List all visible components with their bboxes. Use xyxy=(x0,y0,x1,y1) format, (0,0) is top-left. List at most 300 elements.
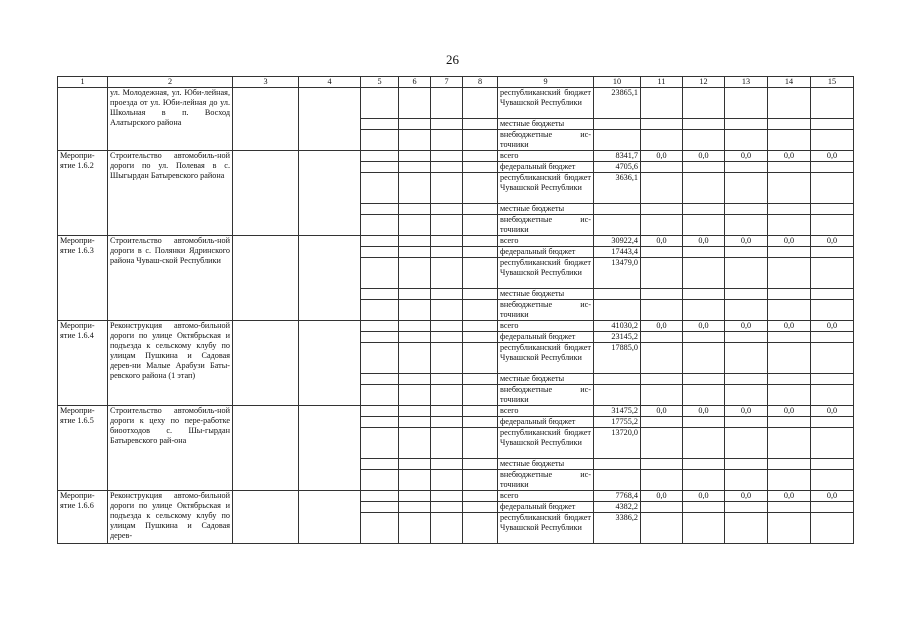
column-6-cell xyxy=(399,119,431,130)
value-cell-11 xyxy=(641,88,683,119)
value-cell-14 xyxy=(768,332,811,343)
column-7-cell xyxy=(431,428,463,459)
value-cell-10: 13720,0 xyxy=(594,428,641,459)
column-8-cell xyxy=(463,215,498,236)
value-cell-15 xyxy=(811,417,854,428)
funding-source: федеральный бюджет xyxy=(498,247,594,258)
value-cell-14 xyxy=(768,119,811,130)
value-cell-12 xyxy=(683,470,725,491)
funding-source: внебюджетные ис-точники xyxy=(498,470,594,491)
value-cell-11 xyxy=(641,513,683,544)
value-cell-14 xyxy=(768,417,811,428)
column-5-cell xyxy=(361,236,399,247)
column-7-cell xyxy=(431,513,463,544)
column-6-cell xyxy=(399,417,431,428)
value-cell-10 xyxy=(594,119,641,130)
value-cell-15 xyxy=(811,428,854,459)
column-8-cell xyxy=(463,130,498,151)
column-7-cell xyxy=(431,470,463,491)
event-code xyxy=(58,88,108,151)
column-6-cell xyxy=(399,374,431,385)
value-cell-10 xyxy=(594,130,641,151)
column-7-cell xyxy=(431,258,463,289)
column-5-cell xyxy=(361,343,399,374)
value-cell-14 xyxy=(768,502,811,513)
column-8-cell xyxy=(463,204,498,215)
column-7-cell xyxy=(431,215,463,236)
column-number: 2 xyxy=(108,77,233,88)
value-cell-12: 0,0 xyxy=(683,321,725,332)
value-cell-15 xyxy=(811,119,854,130)
value-cell-10: 17443,4 xyxy=(594,247,641,258)
value-cell-11: 0,0 xyxy=(641,321,683,332)
column-6-cell xyxy=(399,470,431,491)
value-cell-13 xyxy=(725,470,768,491)
value-cell-12 xyxy=(683,332,725,343)
column-5-cell xyxy=(361,119,399,130)
column-5-cell xyxy=(361,151,399,162)
value-cell-10: 17755,2 xyxy=(594,417,641,428)
value-cell-13: 0,0 xyxy=(725,236,768,247)
column-3-cell xyxy=(233,491,299,544)
column-number: 4 xyxy=(299,77,361,88)
column-4-cell xyxy=(299,491,361,544)
event-name: Строительство автомобиль-ной дороги в с. Полянки Ядринского района Чуваш-ской Республики xyxy=(108,236,233,321)
column-4-cell xyxy=(299,406,361,491)
column-5-cell xyxy=(361,406,399,417)
column-number: 14 xyxy=(768,77,811,88)
funding-source: федеральный бюджет xyxy=(498,502,594,513)
column-8-cell xyxy=(463,289,498,300)
value-cell-12 xyxy=(683,300,725,321)
column-8-cell xyxy=(463,321,498,332)
column-6-cell xyxy=(399,385,431,406)
value-cell-12 xyxy=(683,385,725,406)
value-cell-10: 13479,0 xyxy=(594,258,641,289)
column-7-cell xyxy=(431,162,463,173)
value-cell-12 xyxy=(683,502,725,513)
column-number: 5 xyxy=(361,77,399,88)
column-4-cell xyxy=(299,236,361,321)
value-cell-15 xyxy=(811,162,854,173)
value-cell-12: 0,0 xyxy=(683,236,725,247)
value-cell-10 xyxy=(594,289,641,300)
value-cell-15 xyxy=(811,258,854,289)
value-cell-15 xyxy=(811,343,854,374)
value-cell-13 xyxy=(725,88,768,119)
funding-row xyxy=(58,88,854,119)
funding-source: республиканский бюджет Чувашской Республики xyxy=(498,88,594,119)
value-cell-12: 0,0 xyxy=(683,151,725,162)
value-cell-15 xyxy=(811,173,854,204)
column-6-cell xyxy=(399,162,431,173)
column-number: 12 xyxy=(683,77,725,88)
column-6-cell xyxy=(399,491,431,502)
event-code: Меропри-ятие 1.6.6 xyxy=(58,491,108,544)
value-cell-13 xyxy=(725,215,768,236)
value-cell-12: 0,0 xyxy=(683,406,725,417)
value-cell-15: 0,0 xyxy=(811,491,854,502)
funding-row xyxy=(58,491,854,502)
value-cell-13 xyxy=(725,173,768,204)
column-6-cell xyxy=(399,130,431,151)
value-cell-11 xyxy=(641,173,683,204)
value-cell-14 xyxy=(768,513,811,544)
value-cell-10: 23145,2 xyxy=(594,332,641,343)
column-7-cell xyxy=(431,374,463,385)
value-cell-12 xyxy=(683,88,725,119)
column-5-cell xyxy=(361,88,399,119)
funding-row xyxy=(58,406,854,417)
column-4-cell xyxy=(299,88,361,151)
value-cell-12 xyxy=(683,428,725,459)
value-cell-15 xyxy=(811,247,854,258)
column-8-cell xyxy=(463,173,498,204)
column-5-cell xyxy=(361,459,399,470)
column-number: 3 xyxy=(233,77,299,88)
column-6-cell xyxy=(399,428,431,459)
value-cell-11 xyxy=(641,300,683,321)
column-number: 1 xyxy=(58,77,108,88)
column-3-cell xyxy=(233,321,299,406)
column-6-cell xyxy=(399,406,431,417)
value-cell-11 xyxy=(641,459,683,470)
column-7-cell xyxy=(431,204,463,215)
column-7-cell xyxy=(431,300,463,321)
value-cell-15 xyxy=(811,88,854,119)
value-cell-15 xyxy=(811,130,854,151)
value-cell-14: 0,0 xyxy=(768,236,811,247)
value-cell-15: 0,0 xyxy=(811,406,854,417)
value-cell-11 xyxy=(641,470,683,491)
value-cell-15 xyxy=(811,502,854,513)
column-3-cell xyxy=(233,88,299,151)
value-cell-15 xyxy=(811,332,854,343)
column-5-cell xyxy=(361,173,399,204)
column-5-cell xyxy=(361,385,399,406)
value-cell-14: 0,0 xyxy=(768,406,811,417)
value-cell-10: 3386,2 xyxy=(594,513,641,544)
value-cell-13 xyxy=(725,502,768,513)
value-cell-11 xyxy=(641,343,683,374)
value-cell-15 xyxy=(811,513,854,544)
column-7-cell xyxy=(431,343,463,374)
funding-source: республиканский бюджет Чувашской Республики xyxy=(498,258,594,289)
funding-source: местные бюджеты xyxy=(498,459,594,470)
column-5-cell xyxy=(361,502,399,513)
column-5-cell xyxy=(361,258,399,289)
value-cell-12 xyxy=(683,343,725,374)
value-cell-15 xyxy=(811,385,854,406)
value-cell-14: 0,0 xyxy=(768,321,811,332)
value-cell-13 xyxy=(725,332,768,343)
funding-row xyxy=(58,321,854,332)
column-6-cell xyxy=(399,289,431,300)
column-7-cell xyxy=(431,332,463,343)
value-cell-12 xyxy=(683,119,725,130)
page-number: 26 xyxy=(446,52,459,67)
value-cell-13 xyxy=(725,130,768,151)
column-8-cell xyxy=(463,406,498,417)
value-cell-11 xyxy=(641,417,683,428)
value-cell-12 xyxy=(683,204,725,215)
value-cell-14 xyxy=(768,374,811,385)
value-cell-14 xyxy=(768,300,811,321)
column-8-cell xyxy=(463,417,498,428)
value-cell-14 xyxy=(768,162,811,173)
column-8-cell xyxy=(463,459,498,470)
column-5-cell xyxy=(361,204,399,215)
funding-source: федеральный бюджет xyxy=(498,332,594,343)
column-5-cell xyxy=(361,491,399,502)
value-cell-13 xyxy=(725,300,768,321)
funding-source: всего xyxy=(498,321,594,332)
value-cell-11 xyxy=(641,119,683,130)
column-number: 11 xyxy=(641,77,683,88)
value-cell-13 xyxy=(725,459,768,470)
event-code: Меропри-ятие 1.6.3 xyxy=(58,236,108,321)
column-8-cell xyxy=(463,88,498,119)
column-8-cell xyxy=(463,151,498,162)
value-cell-11 xyxy=(641,258,683,289)
value-cell-14 xyxy=(768,289,811,300)
column-5-cell xyxy=(361,130,399,151)
column-6-cell xyxy=(399,513,431,544)
funding-source: местные бюджеты xyxy=(498,289,594,300)
value-cell-15 xyxy=(811,204,854,215)
value-cell-12 xyxy=(683,374,725,385)
column-7-cell xyxy=(431,130,463,151)
column-4-cell xyxy=(299,321,361,406)
column-7-cell xyxy=(431,502,463,513)
value-cell-12 xyxy=(683,162,725,173)
column-6-cell xyxy=(399,247,431,258)
value-cell-10 xyxy=(594,215,641,236)
funding-source: местные бюджеты xyxy=(498,204,594,215)
column-5-cell xyxy=(361,321,399,332)
funding-source: местные бюджеты xyxy=(498,374,594,385)
value-cell-10: 4705,6 xyxy=(594,162,641,173)
value-cell-10: 4382,2 xyxy=(594,502,641,513)
funding-source: федеральный бюджет xyxy=(498,417,594,428)
value-cell-12: 0,0 xyxy=(683,491,725,502)
value-cell-10 xyxy=(594,300,641,321)
value-cell-14 xyxy=(768,258,811,289)
value-cell-10: 3636,1 xyxy=(594,173,641,204)
value-cell-13 xyxy=(725,385,768,406)
column-6-cell xyxy=(399,258,431,289)
column-7-cell xyxy=(431,406,463,417)
event-code: Меропри-ятие 1.6.4 xyxy=(58,321,108,406)
column-5-cell xyxy=(361,470,399,491)
column-6-cell xyxy=(399,502,431,513)
value-cell-14 xyxy=(768,215,811,236)
value-cell-13 xyxy=(725,119,768,130)
funding-source: федеральный бюджет xyxy=(498,162,594,173)
funding-source: внебюджетные ис-точники xyxy=(498,385,594,406)
funding-source: внебюджетные ис-точники xyxy=(498,215,594,236)
column-number-row xyxy=(58,77,854,88)
column-6-cell xyxy=(399,459,431,470)
column-6-cell xyxy=(399,236,431,247)
column-4-cell xyxy=(299,151,361,236)
column-8-cell xyxy=(463,343,498,374)
value-cell-12 xyxy=(683,173,725,204)
column-3-cell xyxy=(233,236,299,321)
column-7-cell xyxy=(431,417,463,428)
value-cell-10 xyxy=(594,204,641,215)
event-code: Меропри-ятие 1.6.5 xyxy=(58,406,108,491)
value-cell-14 xyxy=(768,343,811,374)
value-cell-10: 41030,2 xyxy=(594,321,641,332)
value-cell-14 xyxy=(768,459,811,470)
event-name: Строительство автомобиль-ной дороги к цеху по пере-работке биоотходов с. Шы-гырдан Батыревского рай-она xyxy=(108,406,233,491)
value-cell-10: 17885,0 xyxy=(594,343,641,374)
value-cell-15 xyxy=(811,289,854,300)
column-number: 9 xyxy=(498,77,594,88)
funding-row xyxy=(58,236,854,247)
value-cell-11: 0,0 xyxy=(641,406,683,417)
value-cell-11 xyxy=(641,502,683,513)
column-6-cell xyxy=(399,173,431,204)
value-cell-10: 7768,4 xyxy=(594,491,641,502)
column-6-cell xyxy=(399,204,431,215)
column-8-cell xyxy=(463,332,498,343)
column-7-cell xyxy=(431,119,463,130)
value-cell-14 xyxy=(768,204,811,215)
funding-source: республиканский бюджет Чувашской Республики xyxy=(498,428,594,459)
value-cell-13 xyxy=(725,374,768,385)
funding-source: республиканский бюджет Чувашской Республики xyxy=(498,173,594,204)
value-cell-13: 0,0 xyxy=(725,321,768,332)
value-cell-14 xyxy=(768,470,811,491)
column-5-cell xyxy=(361,162,399,173)
column-6-cell xyxy=(399,215,431,236)
value-cell-11 xyxy=(641,332,683,343)
value-cell-15 xyxy=(811,459,854,470)
column-number: 10 xyxy=(594,77,641,88)
funding-source: внебюджетные ис-точники xyxy=(498,130,594,151)
column-6-cell xyxy=(399,332,431,343)
column-8-cell xyxy=(463,491,498,502)
column-7-cell xyxy=(431,491,463,502)
column-8-cell xyxy=(463,162,498,173)
value-cell-10: 8341,7 xyxy=(594,151,641,162)
value-cell-11 xyxy=(641,374,683,385)
value-cell-11 xyxy=(641,385,683,406)
value-cell-11 xyxy=(641,247,683,258)
column-8-cell xyxy=(463,428,498,459)
value-cell-11 xyxy=(641,215,683,236)
column-7-cell xyxy=(431,321,463,332)
value-cell-11: 0,0 xyxy=(641,151,683,162)
event-name: Реконструкция автомо-бильной дороги по улице Октябрьская и подъезда к сельскому клубу по улицам Пушкина и Садовая дерев- xyxy=(108,491,233,544)
value-cell-10 xyxy=(594,459,641,470)
value-cell-11 xyxy=(641,130,683,151)
column-7-cell xyxy=(431,247,463,258)
funding-source: всего xyxy=(498,236,594,247)
event-name: Строительство автомобиль-ной дороги по ул. Полевая в с. Шыгырдан Батыревского района xyxy=(108,151,233,236)
column-8-cell xyxy=(463,374,498,385)
column-5-cell xyxy=(361,428,399,459)
column-6-cell xyxy=(399,321,431,332)
value-cell-13 xyxy=(725,417,768,428)
column-5-cell xyxy=(361,247,399,258)
column-5-cell xyxy=(361,374,399,385)
value-cell-12 xyxy=(683,417,725,428)
value-cell-13 xyxy=(725,247,768,258)
value-cell-15 xyxy=(811,470,854,491)
funding-source: всего xyxy=(498,151,594,162)
value-cell-13: 0,0 xyxy=(725,491,768,502)
column-number: 7 xyxy=(431,77,463,88)
column-8-cell xyxy=(463,119,498,130)
value-cell-11 xyxy=(641,289,683,300)
value-cell-13: 0,0 xyxy=(725,151,768,162)
funding-source: местные бюджеты xyxy=(498,119,594,130)
column-8-cell xyxy=(463,513,498,544)
value-cell-10: 30922,4 xyxy=(594,236,641,247)
value-cell-13 xyxy=(725,513,768,544)
budget-table xyxy=(57,76,854,544)
column-5-cell xyxy=(361,513,399,544)
funding-row xyxy=(58,151,854,162)
value-cell-14: 0,0 xyxy=(768,151,811,162)
value-cell-11 xyxy=(641,162,683,173)
column-8-cell xyxy=(463,385,498,406)
column-8-cell xyxy=(463,300,498,321)
value-cell-13: 0,0 xyxy=(725,406,768,417)
value-cell-11 xyxy=(641,428,683,459)
value-cell-10: 31475,2 xyxy=(594,406,641,417)
value-cell-12 xyxy=(683,258,725,289)
value-cell-12 xyxy=(683,215,725,236)
column-number: 13 xyxy=(725,77,768,88)
column-5-cell xyxy=(361,215,399,236)
funding-source: внебюджетные ис-точники xyxy=(498,300,594,321)
column-5-cell xyxy=(361,300,399,321)
column-5-cell xyxy=(361,332,399,343)
funding-source: всего xyxy=(498,406,594,417)
event-name: ул. Молодежная, ул. Юби-лейная, проезда от ул. Юби-лейная до ул. Школьная в п. Восход Алатырского района xyxy=(108,88,233,151)
column-number: 8 xyxy=(463,77,498,88)
table-body xyxy=(58,88,854,544)
value-cell-14 xyxy=(768,173,811,204)
value-cell-13 xyxy=(725,204,768,215)
column-7-cell xyxy=(431,173,463,204)
column-8-cell xyxy=(463,247,498,258)
column-7-cell xyxy=(431,236,463,247)
value-cell-12 xyxy=(683,130,725,151)
value-cell-13 xyxy=(725,343,768,374)
funding-source: всего xyxy=(498,491,594,502)
column-8-cell xyxy=(463,258,498,289)
value-cell-10 xyxy=(594,385,641,406)
value-cell-13 xyxy=(725,258,768,289)
value-cell-10 xyxy=(594,470,641,491)
funding-source: республиканский бюджет Чувашской Республики xyxy=(498,513,594,544)
value-cell-15: 0,0 xyxy=(811,321,854,332)
column-5-cell xyxy=(361,417,399,428)
column-5-cell xyxy=(361,289,399,300)
value-cell-11: 0,0 xyxy=(641,236,683,247)
value-cell-10: 23865,1 xyxy=(594,88,641,119)
value-cell-13 xyxy=(725,428,768,459)
value-cell-15 xyxy=(811,300,854,321)
value-cell-15 xyxy=(811,215,854,236)
value-cell-12 xyxy=(683,247,725,258)
column-3-cell xyxy=(233,406,299,491)
